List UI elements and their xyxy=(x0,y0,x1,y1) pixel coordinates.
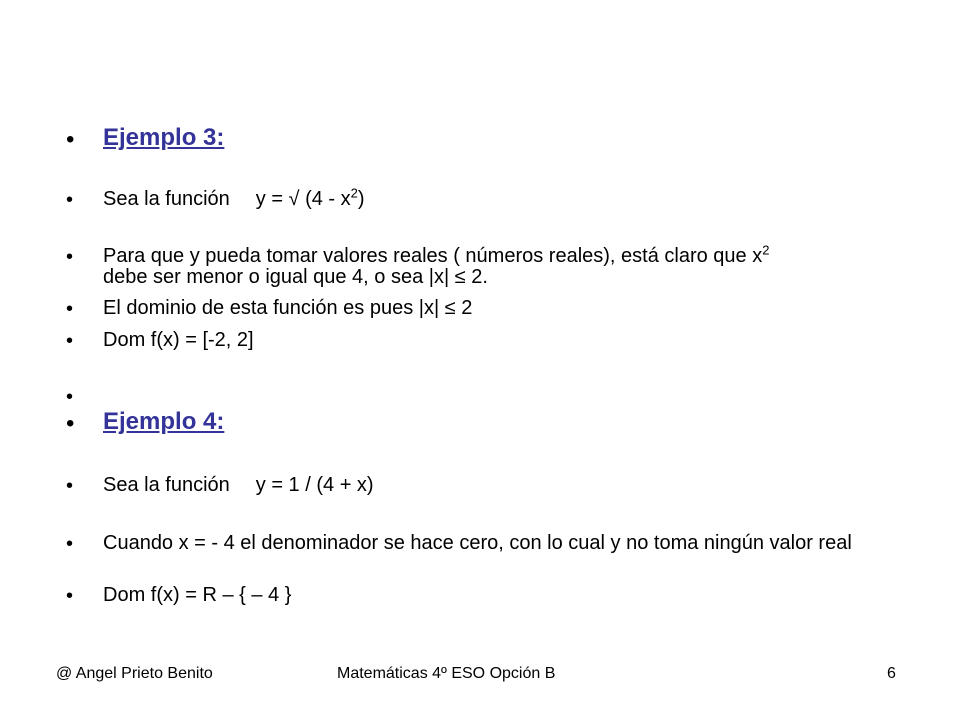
explanation-line-1: Para que y pueda tomar valores reales ( números reales), está claro que x xyxy=(103,245,763,267)
footer-course: Matemáticas 4º ESO Opción B xyxy=(337,665,556,682)
explanation-line-2: debe ser menor o igual que 4, o sea |x| ≤ 2. xyxy=(103,266,488,288)
heading-ejemplo-3-text: Ejemplo 3: xyxy=(103,124,225,151)
exponent: 2 xyxy=(762,242,770,258)
dom-4-text: Dom f(x) = R – { – 4 } xyxy=(103,584,292,606)
bullet: • xyxy=(66,246,74,268)
dominio-3-text: El dominio de esta función es pues |x| ≤ 2 xyxy=(103,297,473,319)
bullet: • xyxy=(66,126,75,153)
bullet: • xyxy=(66,189,74,211)
bullet: • xyxy=(66,298,74,320)
definition-label: Sea la función xyxy=(103,188,230,210)
heading-ejemplo-4-text: Ejemplo 4: xyxy=(103,408,225,435)
footer-author: @ Angel Prieto Benito xyxy=(56,665,213,682)
definition-formula: y = √ (4 - x xyxy=(255,188,351,210)
explanation-4-text: Cuando x = - 4 el denominador se hace cero, con lo cual y no toma ningún valor real xyxy=(103,532,852,554)
exponent: 2 xyxy=(350,185,358,201)
bullet: • xyxy=(66,475,74,497)
bullet: • xyxy=(66,386,74,408)
bullet: • xyxy=(66,585,74,607)
definition-3-text xyxy=(103,185,916,210)
dom-3-text: Dom f(x) = [-2, 2] xyxy=(103,329,254,351)
footer-page-number: 6 xyxy=(887,665,896,682)
definition-formula: y = 1 / (4 + x) xyxy=(255,474,374,496)
bullet: • xyxy=(66,330,74,352)
definition-label: Sea la función xyxy=(103,474,230,496)
explanation-3-text xyxy=(103,242,916,288)
definition-formula-end: ) xyxy=(357,188,365,210)
definition-4-text xyxy=(103,475,916,496)
bullet: • xyxy=(66,533,74,555)
bullet: • xyxy=(66,410,75,437)
